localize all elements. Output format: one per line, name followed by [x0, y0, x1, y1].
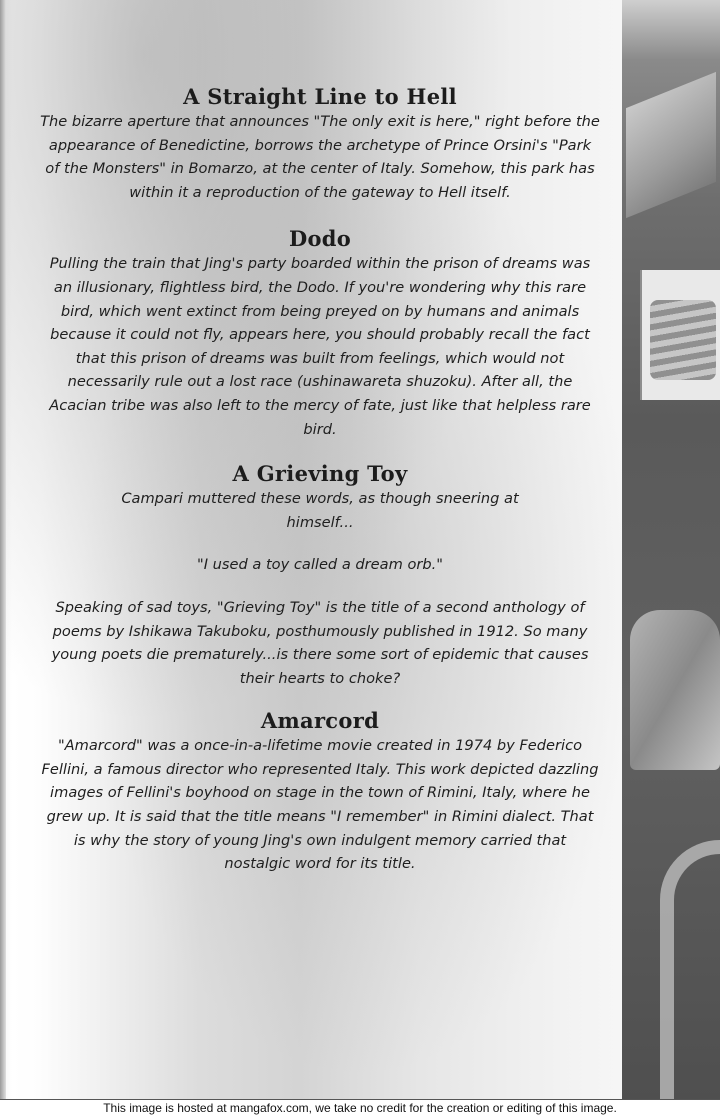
glossary-content [40, 84, 600, 876]
section-grieving-toy [40, 461, 600, 690]
hosting-notice: This image is hosted at mangafox.com, we take no credit for the creation or editing of this image. [0, 1100, 720, 1117]
section-straight-line-to-hell [40, 84, 600, 204]
section-paragraph: Pulling the train that Jing's party boarded within the prison of dreams was an illusionary, flightless bird, the Dodo. If you're wondering why this rare bird, which went extinct from being preyed on by humans and animals because it could not fly, appears here, you should probably recall the fact that this prison of dreams was built from feelings, which would not necessarily rule out a lost race (ushinawareta shuzoku). After all, the Acacian tribe was also left to the mercy of fate, just like that helpless rare bird. [49, 255, 591, 438]
section-title: Amarcord [260, 708, 380, 734]
section-title: Dodo [288, 226, 352, 252]
section-paragraph: "Amarcord" was a once-in-a-lifetime movie created in 1974 by Federico Fellini, a famous director who represented Italy. This work depicted dazzling images of Fellini's boyhood on stage in the town of Rimini, Italy, where he grew up. It is said that the title means "I remember" in Rimini dialect. That is why the story of young Jing's own indulgent memory carried that nostalgic word for its title. [41, 737, 599, 873]
section-intro: Campari muttered these words, as though sneering at himself... [121, 490, 519, 531]
section-title: A Straight Line to Hell [183, 84, 457, 109]
section-paragraph: The bizarre aperture that announces "The only exit is here," right before the appearance of Benedictine, borrows the archetype of Prince Orsini's "Park of the Monsters" in Bomarzo, at the center of Italy. Somehow, this park has within it a reproduction of the gateway to Hell itself. [40, 113, 600, 201]
illustration-figure [630, 610, 720, 770]
page-binding-edge [0, 0, 6, 1100]
section-dodo [40, 226, 600, 441]
illustration-sign-lettering [650, 300, 716, 380]
section-amarcord [40, 708, 600, 876]
illustration-arch [660, 840, 720, 1100]
section-title: A Grieving Toy [232, 461, 408, 487]
section-quote: "I used a toy called a dream orb." [196, 556, 444, 574]
section-paragraph: Speaking of sad toys, "Grieving Toy" is the title of a second anthology of poems by Ishikawa Takuboku, posthumously published in 1912. So many young poets die prematurely...is there some sort of epidemic that causes their hearts to choke? [51, 598, 589, 687]
